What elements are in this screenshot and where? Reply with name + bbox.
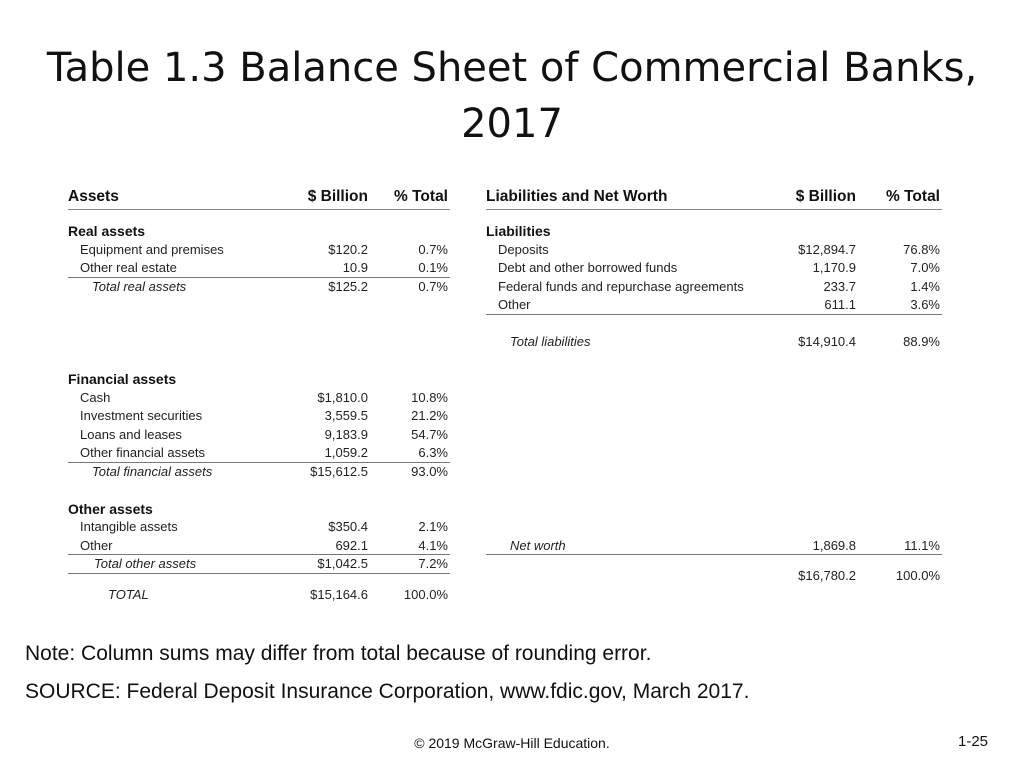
real-assets-title: Real assets (68, 223, 146, 239)
total-financial-assets-row: Total financial assets $15,612.5 93.0% (92, 463, 448, 479)
table-row: Investment securities 3,559.5 21.2% (80, 408, 448, 423)
assets-header-percent: % Total (394, 188, 448, 205)
table-row: Deposits $12,894.7 76.8% (498, 241, 940, 257)
table-row: Other 611.1 3.6% (486, 296, 942, 315)
liabilities-header-percent: % Total (886, 188, 940, 205)
table-row: Loans and leases 9,183.9 54.7% (80, 426, 448, 442)
table-row: Debt and other borrowed funds 1,170.9 7.0% (498, 260, 940, 275)
liabilities-grand-total-row: $16,780.2 100.0% (798, 568, 940, 583)
source-note: SOURCE: Federal Deposit Insurance Corporation, www.fdic.gov, March 2017. (25, 680, 750, 703)
assets-table (68, 186, 450, 604)
liabilities-section-title: Liabilities (486, 223, 551, 239)
slide-title: Table 1.3 Balance Sheet of Commercial Banks, 2017 (46, 45, 978, 147)
table-row: Equipment and premises $120.2 0.7% (80, 241, 448, 257)
total-liabilities-row: Total liabilities $14,910.4 88.9% (510, 334, 940, 349)
total-other-assets-row: Total other assets $1,042.5 7.2% (68, 555, 450, 574)
assets-header-row (68, 186, 450, 210)
table-row: Cash $1,810.0 10.8% (80, 389, 448, 405)
liabilities-header-label: Liabilities and Net Worth (486, 188, 668, 205)
assets-header-label: Assets (68, 188, 119, 205)
other-assets-title: Other assets (68, 500, 153, 517)
assets-grand-total-row: TOTAL $15,164.6 100.0% (108, 586, 448, 602)
liabilities-header-row (486, 186, 942, 210)
page-number: 1-25 (958, 733, 989, 750)
rounding-note: Note: Column sums may differ from total because of rounding error. (25, 642, 652, 665)
table-row: Other financial assets 1,059.2 6.3% (68, 444, 450, 463)
table-row: Other 692.1 4.1% (68, 537, 450, 556)
liabilities-header-billion: $ Billion (795, 188, 856, 205)
table-row: Federal funds and repurchase agreements 233.7 1.4% (498, 278, 940, 294)
assets-header-billion: $ Billion (307, 188, 368, 205)
net-worth-row: Net worth 1,869.8 11.1% (486, 537, 942, 556)
copyright-text: © 2019 McGraw-Hill Education. (414, 735, 610, 751)
table-row: Other real estate 10.9 0.1% (68, 259, 450, 278)
financial-assets-title: Financial assets (68, 371, 177, 387)
liabilities-table (486, 186, 942, 586)
total-real-assets-row: Total real assets $125.2 0.7% (92, 278, 448, 294)
table-row: Intangible assets $350.4 2.1% (80, 519, 448, 534)
